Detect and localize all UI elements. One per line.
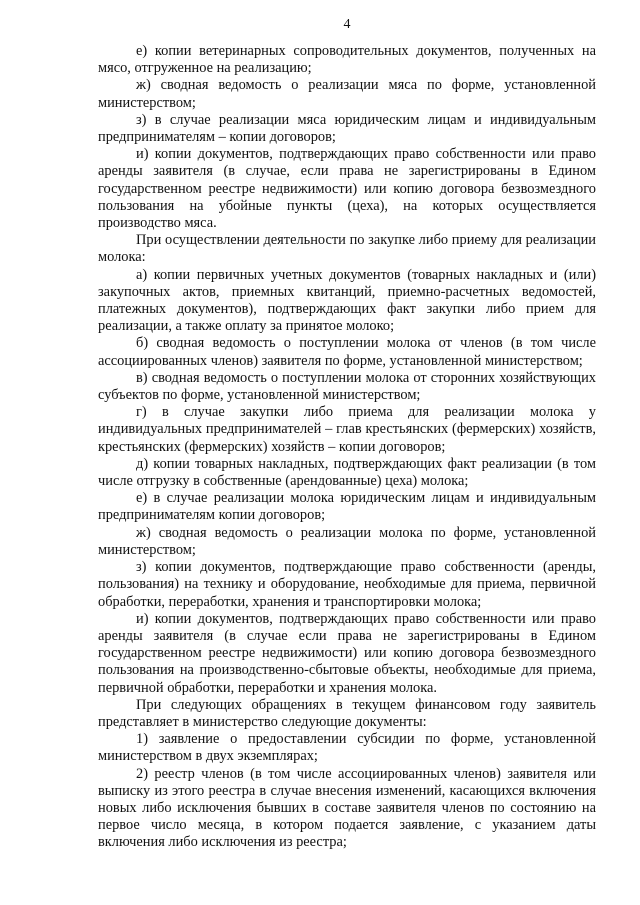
paragraph-e-milk-contracts: е) в случае реализации молока юридическим лицам и индивидуальным предпринимателям копии договоров; [98,490,596,524]
paragraph-zh-meat-summary: ж) сводная ведомость о реализации мяса по форме, установленной министерством; [98,77,596,111]
paragraph-z-milk-equipment: з) копии документов, подтверждающие право собственности (аренды, пользования) на технику и оборудование, необходимые для приема, первичной обработки, переработки, хранения и транспортировки молока; [98,559,596,610]
paragraph-milk-intro: При осуществлении деятельности по закупке либо приему для реализации молока: [98,232,596,266]
paragraph-zh-milk-summary: ж) сводная ведомость о реализации молока по форме, установленной министерством; [98,524,596,558]
paragraph-1-application: 1) заявление о предоставлении субсидии по форме, установленной министерством в двух экземплярах; [98,731,596,765]
paragraph-subsequent-intro: При следующих обращениях в текущем финансовом году заявитель представляет в министерство следующие документы: [98,696,596,730]
paragraph-d-milk-invoices: д) копии товарных накладных, подтверждающих факт реализации (в том числе отгрузку в собственные (арендованные) цеха) молока; [98,455,596,490]
paragraph-v-milk-third-party: в) сводная ведомость о поступлении молока от сторонних хозяйствующих субъектов по форме, установленной министерством; [98,369,596,404]
paragraph-2-members-registry: 2) реестр членов (в том числе ассоциированных членов) заявителя или выписку из этого реестра в случае внесения изменений, касающихся включения новых либо исключения бывших в составе заявителя членов по состоянию на первое число месяца, в котором подается заявление, с указанием даты включения либо исключения из реестра; [98,765,596,851]
paragraph-z-meat-contracts: з) в случае реализации мяса юридическим лицам и индивидуальным предпринимателям – копии договоров; [98,111,596,146]
paragraph-g-milk-farmers: г) в случае закупки либо приема для реализации молока у индивидуальных предпринимателей – глав крестьянских (фермерских) хозяйств, крестьянских (фермерских) хозяйств – копии договоров; [98,404,596,455]
paragraph-a-milk-primary-docs: а) копии первичных учетных документов (товарных накладных и (или) закупочных актов, приемных квитанций, приемно-расчетных ведомостей, платежных документов), подтверждающих факт закупки либо прием для реализации, а также оплату за принятое молоко; [98,266,596,335]
paragraph-b-milk-members: б) сводная ведомость о поступлении молока от членов (в том числе ассоциированных членов) заявителя по форме, установленной министерством; [98,335,596,369]
paragraph-i-milk-property: и) копии документов, подтверждающих право собственности или право аренды заявителя (в случае если права не зарегистрированы в Едином государственном реестре недвижимости) или копию договора безвозмездного пользования на производственно-сбытовые объекты, необходимые для приема, первичной обработки, переработки и хранения молока. [98,610,596,696]
page-number: 4 [343,17,351,32]
paragraph-i-meat-property: и) копии документов, подтверждающих право собственности или право аренды заявителя (в случае, если права не зарегистрированы в Едином государственном реестре недвижимости) или копию договора безвозмездного пользования на убойные пункты (цеха), на которых осуществляется производство мяса. [98,146,596,232]
paragraph-e-meat-vet-docs: е) копии ветеринарных сопроводительных документов, полученных на мясо, отгруженное на реализацию; [98,43,596,77]
